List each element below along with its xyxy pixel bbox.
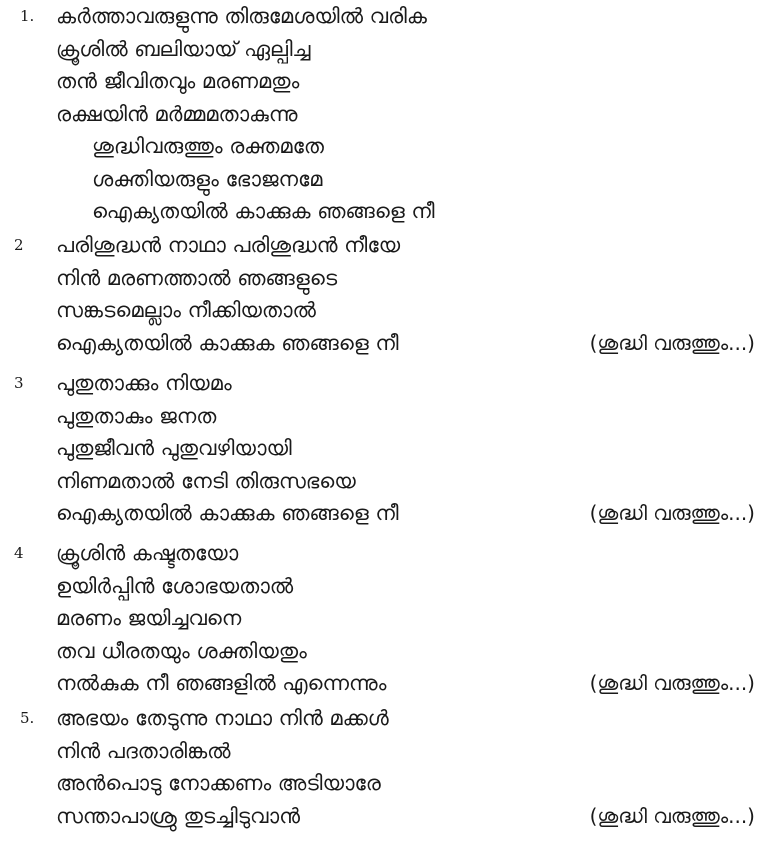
verse-number: 2 xyxy=(14,236,24,254)
verse-line xyxy=(0,400,779,433)
verse-text: ക്രൂശിൻ കഷ്ടതയോ xyxy=(56,541,239,565)
verse-line xyxy=(0,635,779,668)
verse-text: തവ ധീരതയും ശക്തിയതും xyxy=(56,638,307,663)
verse-text: തൻ ജീവിതവും മരണമതും xyxy=(56,69,300,93)
verse-line xyxy=(0,262,779,295)
chorus-line xyxy=(0,195,779,228)
verse-number: 5. xyxy=(20,709,35,727)
chorus-reference: (ശുദ്ധി വരുത്തും...) xyxy=(589,501,755,525)
verse-text: നൽകുക നീ ഞങ്ങളിൽ എന്നെന്നും xyxy=(56,671,387,695)
verse-1 xyxy=(0,0,779,228)
verse-line xyxy=(0,602,779,635)
verse-text: ഐക്യതയിൽ കാക്കുക ഞങ്ങളെ നീ xyxy=(56,501,399,525)
verse-text: അൻപൊടു നോക്കണം അടിയാരേ xyxy=(56,771,381,795)
verse-line xyxy=(0,465,779,498)
verse-line xyxy=(0,537,779,570)
verse-line xyxy=(0,294,779,327)
verse-text: നിൻ പദതാരിങ്കൽ xyxy=(56,738,231,763)
verse-line xyxy=(0,229,779,262)
verse-line xyxy=(0,65,779,98)
verse-text: നിണമതാൽ നേടി തിരുസഭയെ xyxy=(56,468,356,493)
verse-line xyxy=(0,367,779,400)
verse-number: 3 xyxy=(14,374,24,392)
verse-text: ഉയിർപ്പിൻ ശോഭയതാൽ xyxy=(56,573,294,598)
verse-line xyxy=(0,98,779,131)
verse-text: സന്താപാശ്രു തുടച്ചിടുവാൻ xyxy=(56,803,300,828)
verse-text: നിൻ മരണത്താൽ ഞങ്ങളുടെ xyxy=(56,265,338,290)
chorus-line xyxy=(0,163,779,196)
verse-text: മരണം ജയിച്ചവനെ xyxy=(56,606,242,630)
chorus-reference: (ശുദ്ധി വരുത്തും...) xyxy=(589,330,755,355)
verse-number: 4 xyxy=(14,544,24,562)
verse-text: കർത്താവരുളുന്നു തിരുമേശയിൽ വരിക xyxy=(56,4,427,28)
verse-text: പുതുതാക്കും നിയമം xyxy=(56,371,232,395)
verse-text: ഐക്യതയിൽ കാക്കുക ഞങ്ങളെ നീ xyxy=(56,330,399,355)
verse-line xyxy=(0,33,779,66)
verse-text: അഭയം തേടുന്നു നാഥാ നിൻ മക്കൾ xyxy=(56,706,389,730)
verse-text: പുതുജീവൻ പുതുവഴിയായി xyxy=(56,436,292,460)
verse-line xyxy=(0,735,779,768)
verse-line xyxy=(0,0,779,33)
verse-line xyxy=(0,570,779,603)
verse-text: ക്രൂശിൽ ബലിയായ് ഏല്പിച്ച xyxy=(56,36,311,61)
verse-text: സങ്കടമെല്ലാം നീക്കിയതാൽ xyxy=(56,298,316,322)
verse-line xyxy=(0,767,779,800)
verse-5 xyxy=(0,702,779,832)
verse-2 xyxy=(0,229,779,359)
chorus-text: ശുദ്ധിവരുത്തും രക്തമതേ xyxy=(92,134,324,158)
verse-number: 1. xyxy=(20,7,35,25)
verse-text: പുതുതാകും ജനത xyxy=(56,403,217,428)
verse-line xyxy=(0,667,779,700)
verse-4 xyxy=(0,537,779,700)
verse-line xyxy=(0,497,779,530)
chorus-reference: (ശുദ്ധി വരുത്തും...) xyxy=(589,671,755,695)
verse-text: രക്ഷയിൻ മർമ്മമതാകുന്നു xyxy=(56,101,298,126)
verse-3 xyxy=(0,367,779,530)
chorus-line xyxy=(0,130,779,163)
verse-line xyxy=(0,432,779,465)
chorus-text: ഐക്യതയിൽ കാക്കുക ഞങ്ങളെ നീ xyxy=(92,199,435,223)
verse-line xyxy=(0,702,779,735)
verse-line xyxy=(0,327,779,360)
verse-line xyxy=(0,800,779,833)
verse-text: പരിശുദ്ധൻ നാഥാ പരിശുദ്ധൻ നീയേ xyxy=(56,233,401,257)
chorus-text: ശക്തിയരുളും ഭോജനമേ xyxy=(92,166,323,191)
chorus-reference: (ശുദ്ധി വരുത്തും...) xyxy=(589,803,755,828)
